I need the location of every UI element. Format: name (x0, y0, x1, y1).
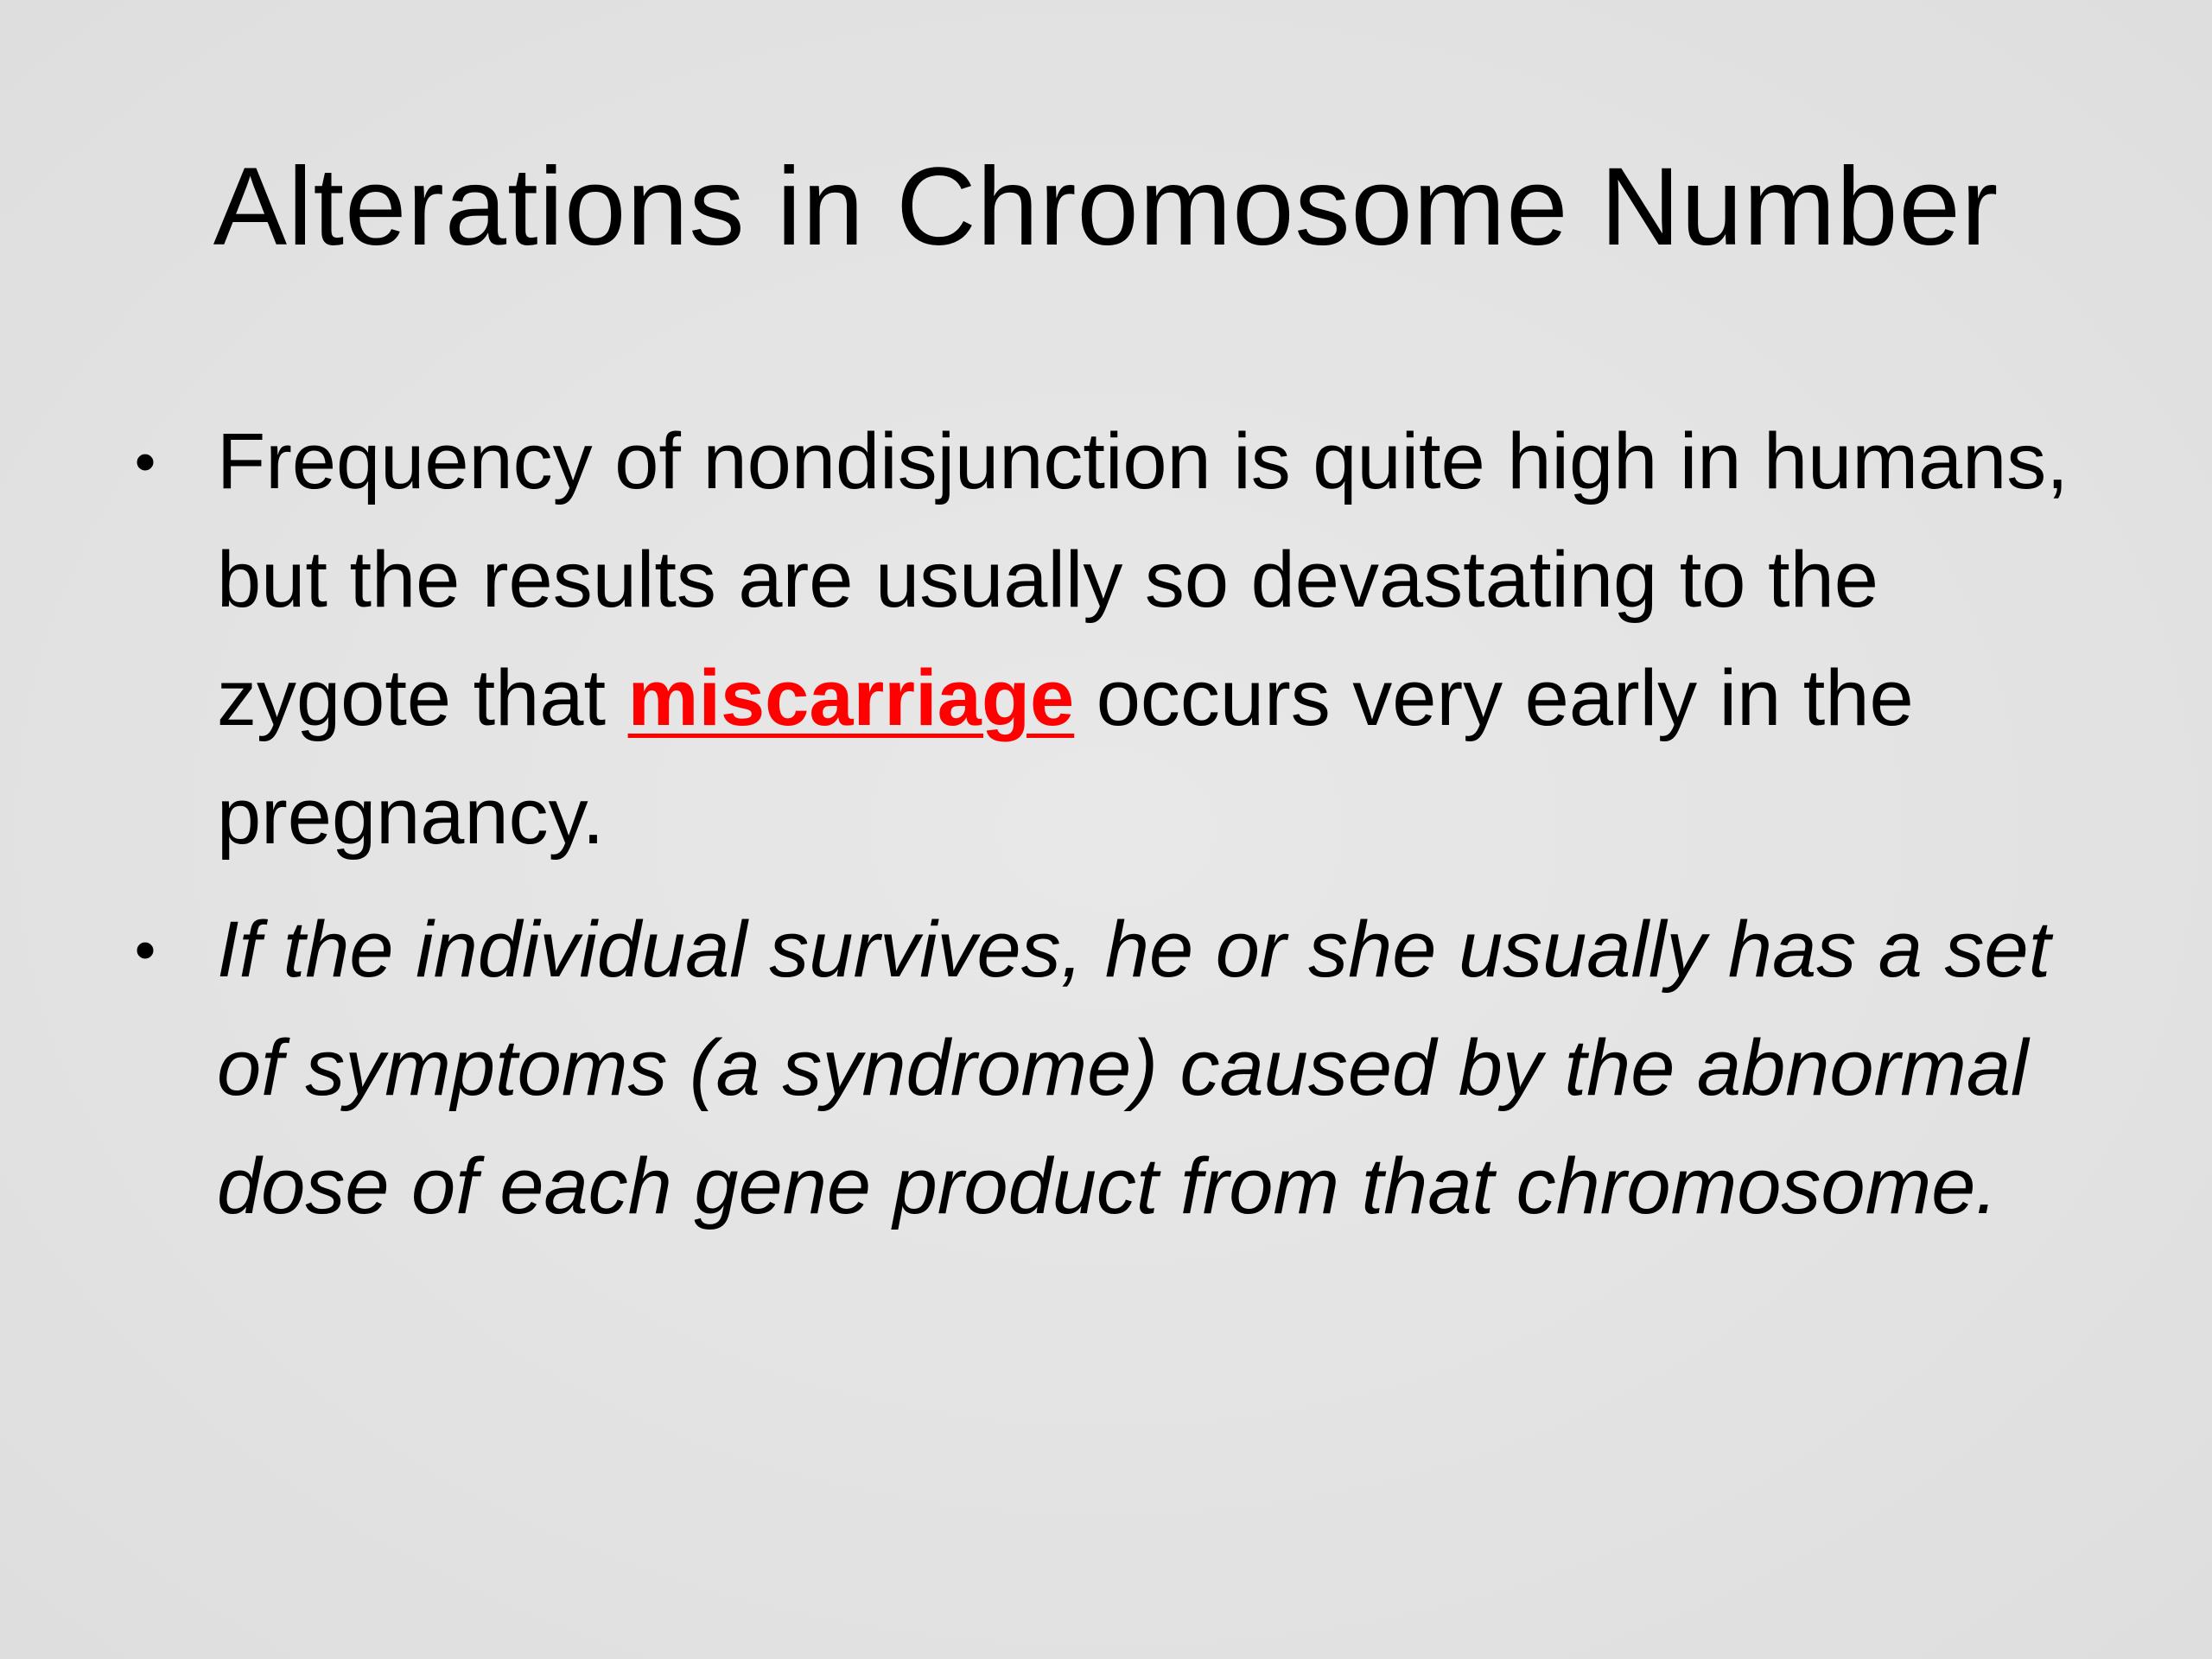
bullet-text-before: Frequency of nondisjunction is quite high in humans, but the results are usually so devastating to the zygote that (217, 417, 2069, 742)
bullet-text-syndrome: If the individual survives, he or she usually has a set of symptoms (a syndrome) caused by the abnormal dose of each gene product from that chromosome. (217, 906, 2051, 1230)
miscarriage-emphasis: miscarriage (627, 654, 1075, 742)
bullet-list (128, 403, 2115, 1261)
slide-title: Alterations in Chromosome Number (213, 145, 1999, 269)
bullet-text-after: occurs very early in the pregnancy. (217, 654, 1914, 861)
bullet-marker: • (134, 916, 156, 983)
bullet-item-syndrome (128, 891, 2115, 1246)
bullet-text-nondisjunction (217, 403, 2115, 876)
bullet-item-nondisjunction (128, 403, 2115, 876)
bullet-marker: • (134, 428, 156, 495)
